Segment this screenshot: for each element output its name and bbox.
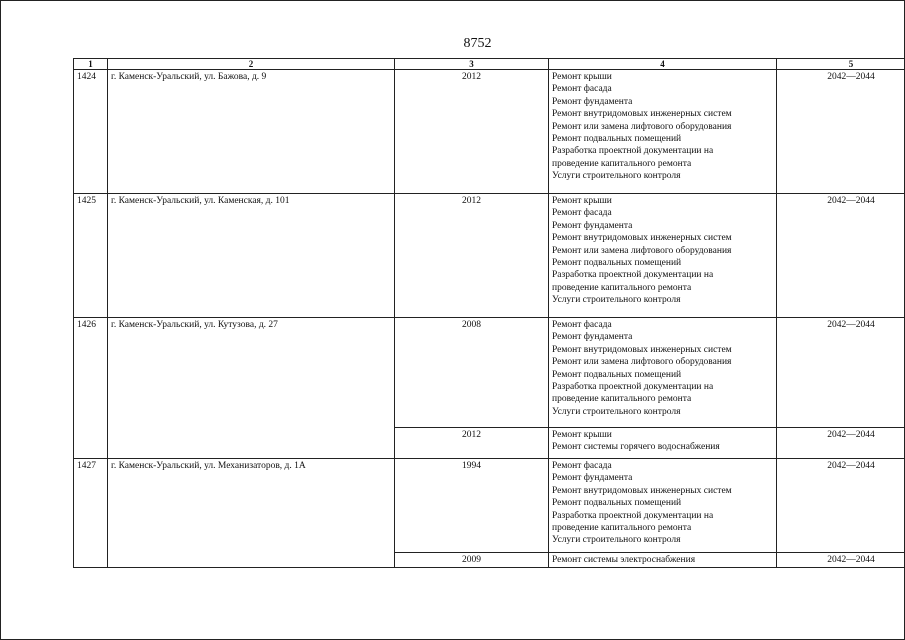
work-item: Разработка проектной документации на — [552, 146, 714, 157]
column-header: 2 — [108, 59, 395, 70]
table-body — [74, 70, 905, 568]
work-item: Ремонт внутридомовых инженерных систем — [552, 109, 732, 120]
work-item: Ремонт фасада — [552, 84, 612, 95]
work-item: Услуги строительного контроля — [552, 406, 681, 417]
column-header: 3 — [395, 59, 549, 70]
work-item: Ремонт или замена лифтового оборудования — [552, 357, 732, 368]
period-cell: 2042—2044 — [777, 459, 905, 553]
work-item: Ремонт фундамента — [552, 96, 633, 107]
table-row — [74, 194, 905, 318]
table-row — [74, 459, 905, 553]
work-item: Разработка проектной документации на — [552, 382, 714, 393]
year-cell: 2008 — [395, 318, 549, 428]
work-item: Услуги строительного контроля — [552, 171, 681, 182]
work-item: Ремонт внутридомовых инженерных систем — [552, 233, 732, 244]
work-item: Ремонт фундамента — [552, 473, 633, 484]
period-cell: 2042—2044 — [777, 553, 905, 568]
column-header: 1 — [74, 59, 108, 70]
column-header: 4 — [549, 59, 777, 70]
table-row — [74, 70, 905, 194]
work-item: Ремонт фасада — [552, 208, 612, 219]
work-item: проведение капитального ремонта — [552, 394, 692, 405]
work-item: проведение капитального ремонта — [552, 282, 692, 293]
work-item: Ремонт подвальных помещений — [552, 498, 682, 509]
works-cell — [549, 428, 777, 459]
work-item: Ремонт крыши — [552, 72, 612, 82]
work-item: Ремонт внутридомовых инженерных систем — [552, 485, 732, 496]
work-item: Ремонт фасада — [552, 461, 612, 471]
address-cell: г. Каменск-Уральский, ул. Бажова, д. 9 — [108, 70, 395, 194]
row-number-cell: 1424 — [74, 70, 108, 194]
work-item: Ремонт или замена лифтового оборудования — [552, 245, 732, 256]
works-cell — [549, 553, 777, 568]
works-cell — [549, 459, 777, 553]
table-row — [74, 318, 905, 428]
work-item: Ремонт фасада — [552, 320, 612, 330]
period-cell: 2042—2044 — [777, 318, 905, 428]
column-header: 5 — [777, 59, 905, 70]
period-cell: 2042—2044 — [777, 194, 905, 318]
address-cell: г. Каменск-Уральский, ул. Каменская, д. 101 — [108, 194, 395, 318]
work-item: проведение капитального ремонта — [552, 523, 692, 534]
work-item: Ремонт подвальных помещений — [552, 134, 682, 145]
work-item: Ремонт фундамента — [552, 332, 633, 343]
work-item: проведение капитального ремонта — [552, 158, 692, 169]
work-item: Ремонт фундамента — [552, 220, 633, 231]
period-cell: 2042—2044 — [777, 428, 905, 459]
work-item: Услуги строительного контроля — [552, 295, 681, 306]
work-item: Ремонт крыши — [552, 196, 612, 206]
row-number-cell: 1427 — [74, 459, 108, 568]
year-cell: 2009 — [395, 553, 549, 568]
row-number-cell: 1426 — [74, 318, 108, 459]
works-cell — [549, 70, 777, 194]
year-cell: 1994 — [395, 459, 549, 553]
work-item: Ремонт системы горячего водоснабжения — [552, 442, 720, 453]
period-cell: 2042—2044 — [777, 70, 905, 194]
work-item: Ремонт или замена лифтового оборудования — [552, 121, 732, 132]
works-cell — [549, 318, 777, 428]
work-item: Разработка проектной документации на — [552, 510, 714, 521]
table-header-row — [74, 59, 905, 70]
repair-schedule-table — [73, 58, 905, 568]
works-cell — [549, 194, 777, 318]
address-cell: г. Каменск-Уральский, ул. Механизаторов, д. 1А — [108, 459, 395, 568]
work-item: Ремонт крыши — [552, 430, 612, 440]
work-item: Разработка проектной документации на — [552, 270, 714, 281]
work-item: Услуги строительного контроля — [552, 535, 681, 546]
work-item: Ремонт подвальных помещений — [552, 258, 682, 269]
work-item: Ремонт внутридомовых инженерных систем — [552, 344, 732, 355]
year-cell: 2012 — [395, 70, 549, 194]
address-cell: г. Каменск-Уральский, ул. Кутузова, д. 27 — [108, 318, 395, 459]
year-cell: 2012 — [395, 428, 549, 459]
page-number: 8752 — [463, 36, 492, 51]
work-item: Ремонт подвальных помещений — [552, 369, 682, 380]
row-number-cell: 1425 — [74, 194, 108, 318]
year-cell: 2012 — [395, 194, 549, 318]
work-item: Ремонт системы электроснабжения — [552, 555, 696, 565]
